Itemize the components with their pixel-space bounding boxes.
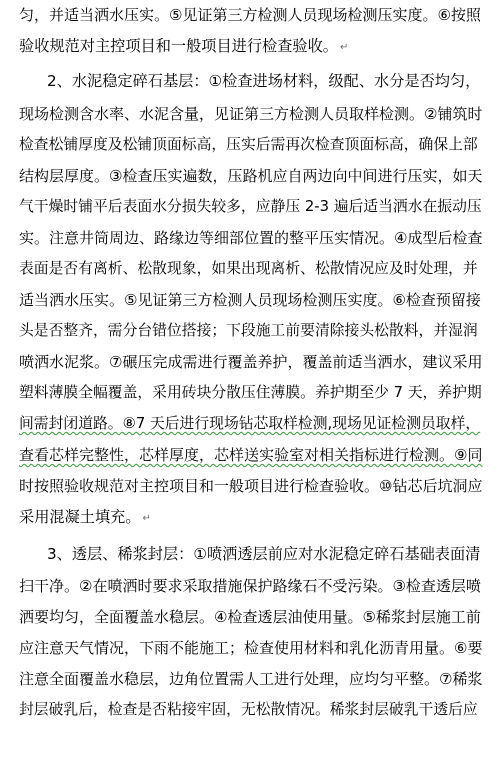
text-line bbox=[19, 2, 481, 28]
line-text: 查看芯样完整性，芯样厚度，芯样送实验室对相关指标进行检测。⑨同 bbox=[19, 446, 483, 464]
text-line bbox=[19, 604, 481, 630]
line-text: 检查松铺厚度及松铺顶面标高，压实后需再次检查顶面标高，确保上部 bbox=[19, 136, 478, 153]
line-text: 实。注意井筒周边、路缘边等细部位置的整平压实情况。④成型后检查 bbox=[19, 229, 483, 247]
text-line bbox=[19, 411, 480, 437]
line-text: 采用混凝土填充。 bbox=[19, 508, 141, 526]
line-text: 3、透层、稀浆封层：①喷洒透层前应对水泥稳定碎石基础表面清 bbox=[47, 545, 481, 563]
line-text: 现场检测含水率、水泥含量，见证第三方检测人员取样检测。②铺筑时 bbox=[19, 105, 483, 123]
text-line bbox=[19, 194, 482, 220]
line-text: 表面是否有离析、松散现象，如果出现离析、松散情况应及时处理，并 bbox=[19, 260, 478, 277]
paragraph-mark-icon: ↵ bbox=[142, 513, 151, 524]
text-line bbox=[19, 504, 151, 530]
text-line bbox=[19, 287, 481, 313]
text-line bbox=[19, 349, 482, 375]
text-line bbox=[19, 442, 482, 468]
text-line bbox=[19, 473, 482, 499]
text-line bbox=[19, 697, 478, 723]
line-text: 应注意天气情况，下雨不能施工；检查使用材料和乳化沥青用量。⑥要 bbox=[19, 639, 483, 657]
text-line bbox=[19, 635, 482, 661]
line-text: 头是否整齐，需分台错位搭接；下段施工前要清除接头松散料，并湿润 bbox=[19, 322, 478, 339]
line-text: 扫干净。②在喷洒时要求采取措施保护路缘石不受污染。③检查透层喷 bbox=[19, 577, 481, 595]
text-line bbox=[19, 666, 482, 692]
text-line bbox=[47, 541, 480, 567]
line-text: 匀，并适当洒水压实。⑤见证第三方检测人员现场检测压实度。⑥按照 bbox=[19, 6, 481, 24]
line-text: 验收规范对主控项目和一般项目进行检查验收。 bbox=[19, 37, 338, 55]
line-text: 封层破乳后，检查是否粘接牢固，无松散情况。稀浆封层破乳干透后应 bbox=[19, 701, 478, 718]
paragraph-mark-icon: ↵ bbox=[339, 42, 349, 53]
text-line bbox=[19, 380, 482, 406]
line-text: 喷洒水泥浆。⑦碾压完成需进行覆盖养护，覆盖前适当洒水，建议采用 bbox=[19, 353, 483, 371]
line-text: 适当洒水压实。⑤见证第三方检测人员现场检测压实度。⑥检查预留接 bbox=[19, 291, 481, 309]
line-text: 2、水泥稳定碎石基层：①检查进场材料，级配、水分是否均匀， bbox=[47, 72, 481, 90]
text-line bbox=[47, 68, 480, 94]
text-line bbox=[19, 225, 482, 251]
line-text: 注意全面覆盖水稳层，边角位置需人工进行处理，应均匀平整。⑦稀浆 bbox=[19, 670, 483, 688]
line-text: 塑料薄膜全幅覆盖，采用砖块分散压住薄膜。养护期至少 7 天，养护期 bbox=[19, 384, 482, 401]
line-text: 洒要均匀，全面覆盖水稳层。④检查透层油使用量。⑤稀浆封层施工前 bbox=[19, 608, 481, 626]
line-text: 气干燥时铺平后表面水分损失较多，应静压 2-3 遍后适当洒水在振动压 bbox=[19, 198, 482, 215]
text-line bbox=[19, 132, 478, 158]
text-line bbox=[19, 256, 478, 282]
line-text: 间需封闭道路。⑧7 天后进行现场钻芯取样检测,现场见证检测员取样， bbox=[19, 415, 481, 432]
text-line bbox=[19, 101, 482, 127]
line-text: 时按照验收规范对主控项目和一般项目进行检查验收。⑩钻芯后坑洞应 bbox=[19, 477, 483, 495]
text-line bbox=[19, 33, 348, 59]
text-line bbox=[19, 318, 478, 344]
line-text: 结构层厚度。③检查压实遍数，压路机应自两边向中间进行压实，如天 bbox=[19, 167, 483, 185]
text-line bbox=[19, 163, 482, 189]
text-line bbox=[19, 573, 481, 599]
